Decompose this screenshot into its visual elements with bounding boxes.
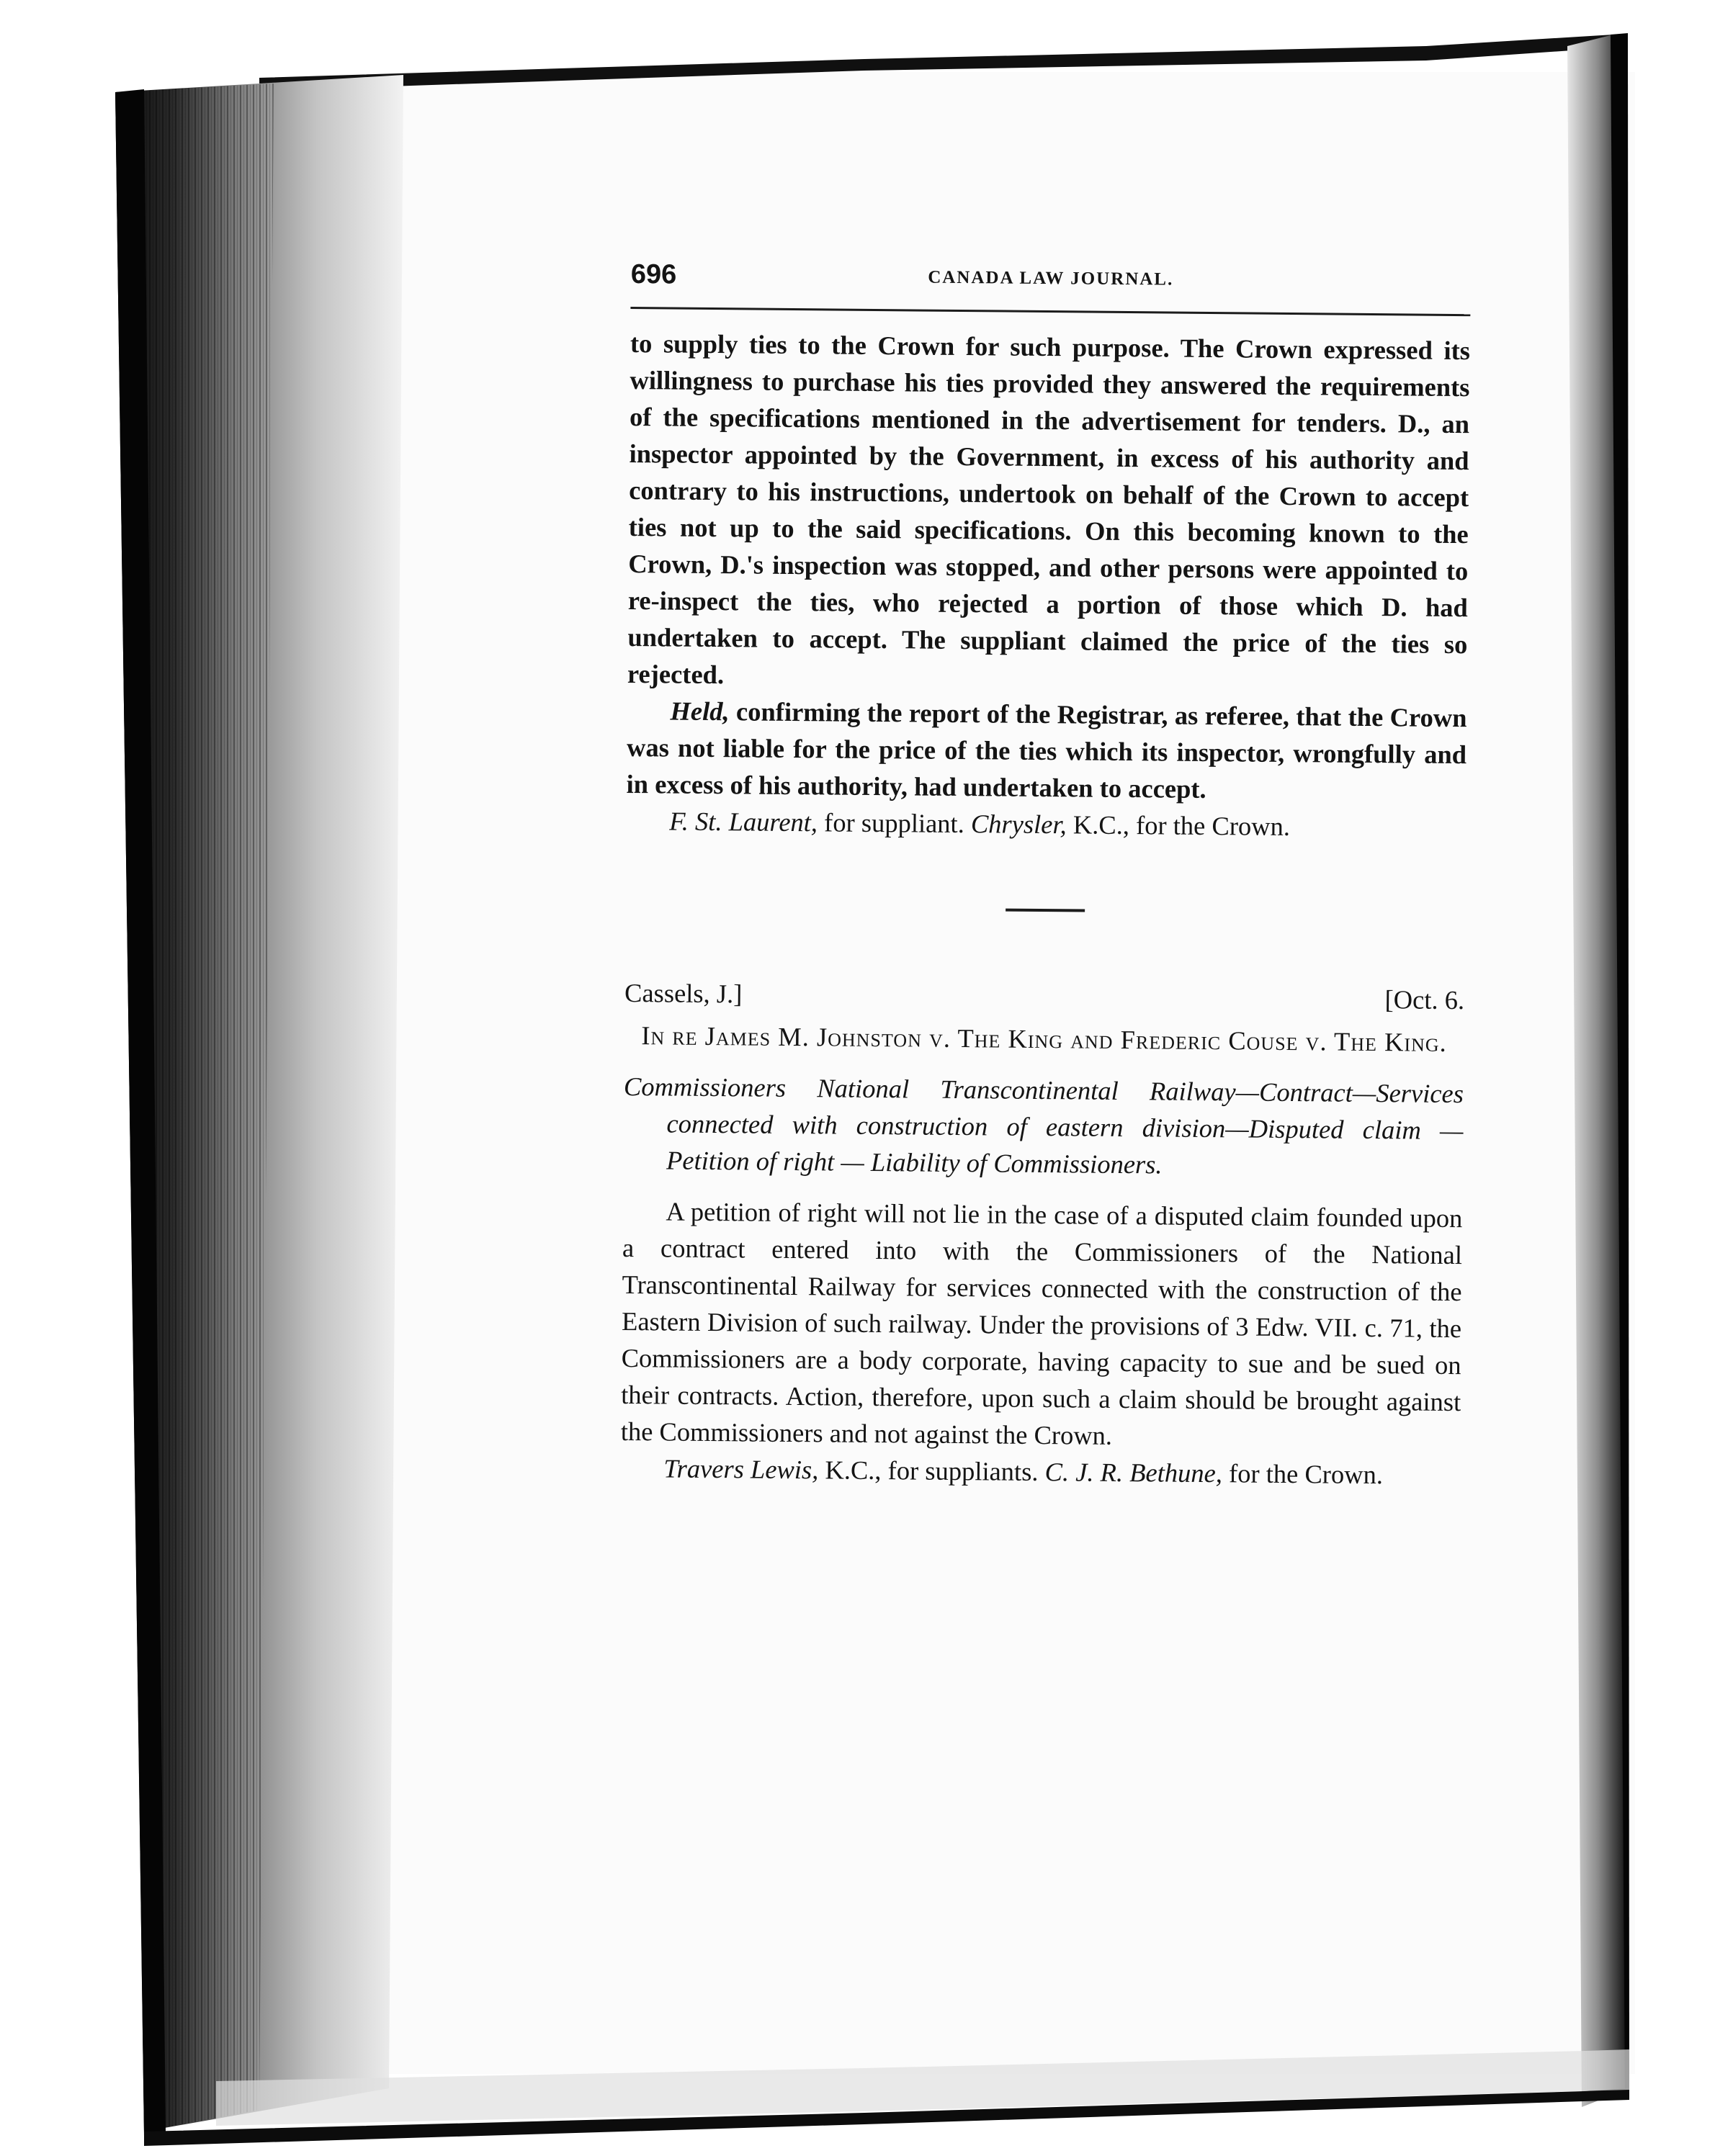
page-number: 696	[630, 259, 677, 290]
top-shadow	[0, 0, 1733, 85]
suppliant-counsel-name: F. St. Laurent,	[669, 806, 818, 837]
section-divider	[1006, 909, 1085, 912]
crown-counsel-name: C. J. R. Bethune,	[1044, 1457, 1223, 1488]
crown-counsel-text: for the Crown.	[1222, 1458, 1384, 1490]
suppliants-counsel-text: K.C., for suppliants.	[818, 1455, 1045, 1487]
case1-counsel	[626, 802, 1466, 846]
held-word: Held,	[670, 696, 730, 727]
case2-title: In re James M. Johnston v. The King and Frederic Couse v. The King.	[641, 1020, 1447, 1057]
crown-counsel-text: K.C., for the Crown.	[1066, 809, 1291, 842]
crown-counsel-name: Chrysler,	[970, 809, 1067, 840]
case2-heading	[624, 974, 1464, 1018]
suppliants-counsel-name: Travers Lewis,	[663, 1453, 819, 1485]
case2-headnote: Commissioners National Transcontinental Railway—Contract—Services connected with construction of eastern division—Disputed claim — Petition of right — Liability of Commissioners.	[623, 1071, 1464, 1180]
page-text	[620, 259, 1471, 1494]
suppliant-counsel-text: for suppliant.	[817, 807, 972, 839]
journal-title: CANADA LAW JOURNAL.	[928, 267, 1174, 289]
held-paragraph	[626, 692, 1466, 809]
judge-name: Cassels, J.]	[624, 977, 743, 1009]
case-continuation-paragraph: to supply ties to the Crown for such purpose. The Crown expressed its willingness to purchase his ties provided they answered the requirements of the specifications mentioned in the advertisement for tenders. D., an inspector appointed by the Government, in excess of his authority and contrary to his instructions, undertook on behalf of the Crown to accept ties not up to the said specifications. On this becoming known to the Crown, D.'s inspection was stopped, and other persons were appointed to re-inspect the ties, who rejected a portion of those which D. had undertaken to accept. The suppliant claimed the price of the ties so rejected.	[627, 328, 1471, 690]
running-head	[630, 259, 1471, 314]
case2-counsel	[620, 1450, 1460, 1494]
case-date: [Oct. 6.	[1384, 984, 1465, 1015]
held-text: confirming the report of the Registrar, as referee, that the Crown was not liable for the price of the ties which its inspector, wrongfully and in excess of his authority, had undertaken to accept.	[626, 696, 1467, 804]
case2-body: A petition of right will not lie in the case of a disputed claim founded upon a contract entered into with the Commissioners of the National Transcontinental Railway for services connected with the construction of the Eastern Division of such railway. Under the provisions of 3 Edw. VII. c. 71, the Commissioners are a body corporate, having capacity to sue and be sued on their contracts. Action, therefore, upon such a claim should be brought against the Commissioners and not against the Crown.	[620, 1196, 1463, 1450]
